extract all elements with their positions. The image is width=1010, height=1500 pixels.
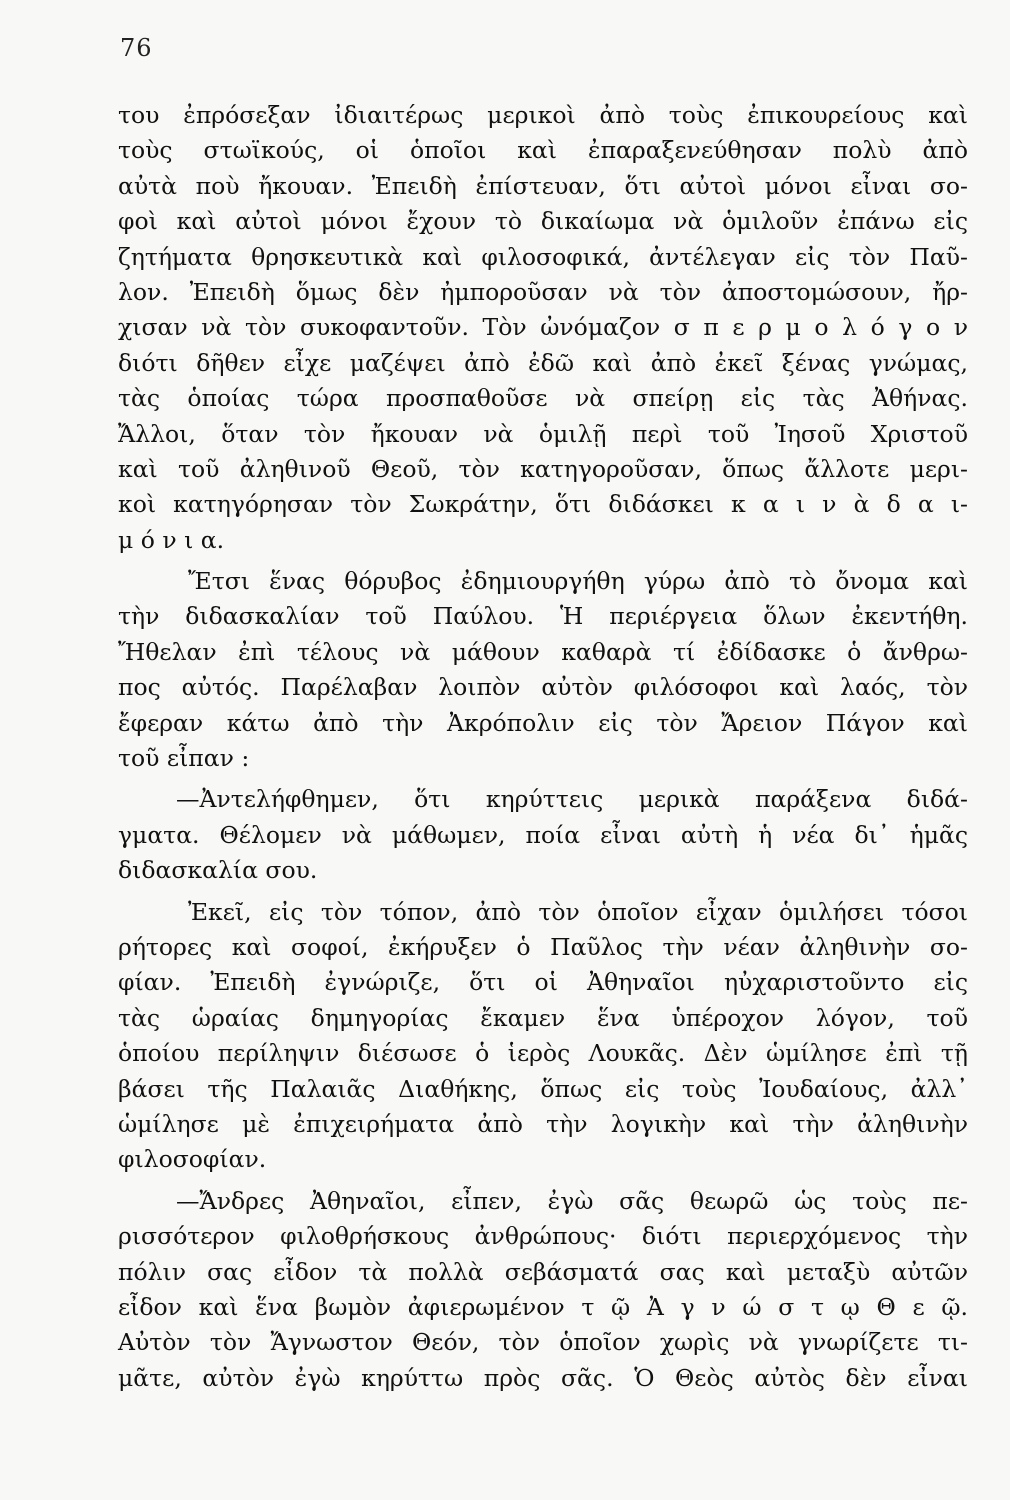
- text-line: τὴν διδασκαλίαν τοῦ Παύλου. Ἡ περιέργεια ὅλων ἐκεντήθη.: [118, 602, 968, 631]
- text-line: φοὶ καὶ αὐτοὶ μόνοι ἔχουν τὸ δικαίωμα νὰ ὁμιλοῦν ἐπάνω εἰς: [118, 207, 968, 236]
- text-line: διότι δῆθεν εἶχε μαζέψει ἀπὸ ἐδῶ καὶ ἀπὸ ἐκεῖ ξένας γνώμας,: [118, 348, 968, 377]
- text-line: μ ό ν ι α.: [118, 525, 225, 554]
- text-line: κοὶ κατηγόρησαν τὸν Σωκράτην, ὅτι διδάσκει κ α ι ν ὰ δ α ι-: [118, 490, 968, 519]
- paragraph-1: [118, 98, 968, 558]
- text-line: ὁποίου περίληψιν διέσωσε ὁ ἱερὸς Λουκᾶς. Δὲν ὡμίλησε ἐπὶ τῇ: [118, 1039, 968, 1068]
- text-line: τοὺς στωϊκούς, οἱ ὁποῖοι καὶ ἐπαραξενεύθησαν πολὺ ἀπὸ: [118, 136, 968, 165]
- text-line: τὰς ὡραίας δημηγορίας ἔκαμεν ἕνα ὑπέροχον λόγον, τοῦ: [118, 1003, 968, 1032]
- text-line: ἔφεραν κάτω ἀπὸ τὴν Ἀκρόπολιν εἰς τὸν Ἄρειον Πάγον καὶ: [118, 708, 968, 737]
- text-line: Ἐκεῖ, εἰς τὸν τόπον, ἀπὸ τὸν ὁποῖον εἶχαν ὁμιλήσει τόσοι: [188, 897, 968, 926]
- text-line: μᾶτε, αὐτὸν ἐγὼ κηρύττω πρὸς σᾶς. Ὁ Θεὸς αὐτὸς δὲν εἶναι: [118, 1363, 968, 1392]
- text-line: ζητήματα θρησκευτικὰ καὶ φιλοσοφικά, ἀντέλεγαν εἰς τὸν Παῦ-: [118, 242, 968, 271]
- text-line: καὶ τοῦ ἀληθινοῦ Θεοῦ, τὸν κατηγοροῦσαν, ὅπως ἄλλοτε μερι-: [118, 454, 968, 483]
- text-line: πος αὐτός. Παρέλαβαν λοιπὸν αὐτὸν φιλόσοφοι καὶ λαός, τὸν: [118, 673, 968, 702]
- text-line: —Ἀντελήφθημεν, ὅτι κηρύττεις μερικὰ παράξενα διδά-: [176, 785, 968, 814]
- text-line: Ἔτσι ἕνας θόρυβος ἐδημιουργήθη γύρω ἀπὸ τὸ ὄνομα καὶ: [188, 567, 968, 596]
- text-line: φίαν. Ἐπειδὴ ἐγνώριζε, ὅτι οἱ Ἀθηναῖοι ηὐχαριστοῦντο εἰς: [118, 968, 968, 997]
- text-line: ὡμίλησε μὲ ἐπιχειρήματα ἀπὸ τὴν λογικὴν καὶ τὴν ἀληθινὴν: [118, 1109, 968, 1138]
- text-line: λον. Ἐπειδὴ ὅμως δὲν ἠμποροῦσαν νὰ τὸν ἀποστομώσουν, ἤρ-: [118, 277, 968, 306]
- paragraph-5: [118, 1184, 968, 1396]
- text-line: ρισσότερον φιλοθρήσκους ἀνθρώπους· διότι περιερχόμενος τὴν: [118, 1222, 968, 1251]
- text-line: φιλοσοφίαν.: [118, 1145, 267, 1174]
- text-line: βάσει τῆς Παλαιᾶς Διαθήκης, ὅπως εἰς τοὺς Ἰουδαίους, ἀλλ᾽: [118, 1074, 968, 1103]
- text-line: χισαν νὰ τὸν συκοφαντοῦν. Τὸν ὠνόμαζον σ π ε ρ μ ο λ ό γ ο ν: [118, 313, 968, 342]
- text-line: εἶδον καὶ ἕνα βωμὸν ἀφιερωμένον τ ῷ Ἀ γ ν ώ σ τ ῳ Θ ε ῷ.: [118, 1292, 968, 1321]
- text-line: Αὐτὸν τὸν Ἄγνωστον Θεόν, τὸν ὁποῖον χωρὶς νὰ γνωρίζετε τι-: [118, 1328, 968, 1357]
- text-line: αὐτὰ ποὺ ἤκουαν. Ἐπειδὴ ἐπίστευαν, ὅτι αὐτοὶ μόνοι εἶναι σο-: [118, 171, 968, 200]
- text-line: πόλιν σας εἶδον τὰ πολλὰ σεβάσματά σας καὶ μεταξὺ αὐτῶν: [118, 1257, 968, 1286]
- body-text: [118, 98, 968, 1396]
- text-line: διδασκαλία σου.: [118, 856, 318, 885]
- text-line: γματα. Θέλομεν νὰ μάθωμεν, ποία εἶναι αὐτὴ ἡ νέα δι᾽ ἡμᾶς: [118, 820, 968, 849]
- text-line: του ἐπρόσεξαν ἰδιαιτέρως μερικοὶ ἀπὸ τοὺς ἐπικουρείους καὶ: [118, 101, 968, 129]
- page-number: 76: [120, 34, 153, 62]
- text-line: Ἤθελαν ἐπὶ τέλους νὰ μάθουν καθαρὰ τί ἐδίδασκε ὁ ἄνθρω-: [118, 637, 968, 666]
- text-line: Ἄλλοι, ὅταν τὸν ἤκουαν νὰ ὁμιλῇ περὶ τοῦ Ἰησοῦ Χριστοῦ: [118, 419, 968, 448]
- text-line: ρήτορες καὶ σοφοί, ἐκήρυξεν ὁ Παῦλος τὴν νέαν ἀληθινὴν σο-: [118, 932, 968, 961]
- paragraph-3: [118, 782, 968, 888]
- text-line: τοῦ εἶπαν :: [118, 744, 250, 773]
- text-line: τὰς ὁποίας τώρα προσπαθοῦσε νὰ σπείρῃ εἰς τὰς Ἀθήνας.: [118, 384, 968, 413]
- paragraph-2: [118, 564, 968, 776]
- text-line: —Ἄνδρες Ἀθηναῖοι, εἶπεν, ἐγὼ σᾶς θεωρῶ ὡς τοὺς πε-: [176, 1186, 968, 1215]
- paragraph-4: [118, 895, 968, 1178]
